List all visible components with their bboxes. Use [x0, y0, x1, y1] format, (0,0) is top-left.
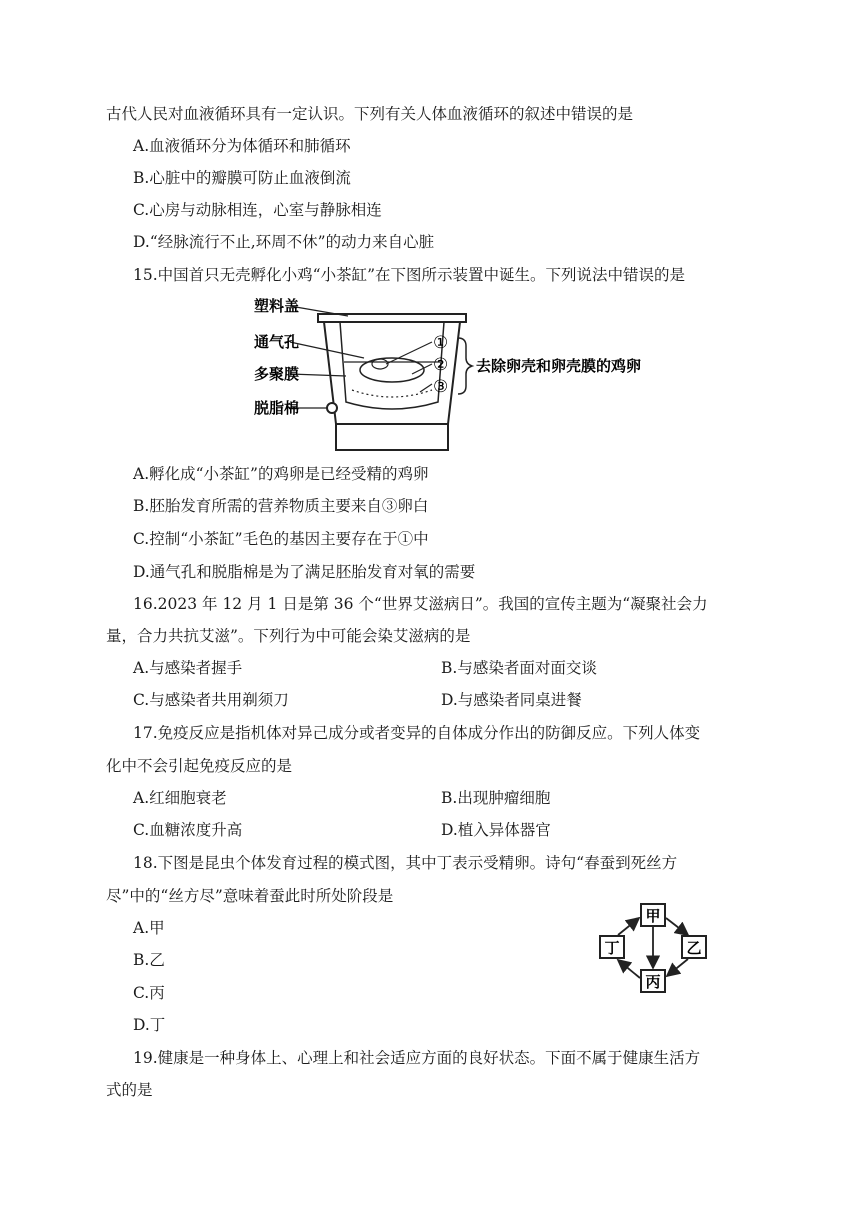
insect-lifecycle-diagram [594, 900, 714, 996]
q18-stem-1: 18.下图是昆虫个体发育过程的模式图，其中丁表示受精卵。诗句“春蚕到死丝方 [133, 854, 678, 872]
label-film: 多聚膜 [254, 365, 300, 383]
q15-stem: 15.中国首只无壳孵化小鸡“小茶缸”在下图所示装置中诞生。下列说法中错误的是 [133, 266, 686, 284]
stage-top: 甲 [645, 907, 661, 925]
brace [458, 338, 472, 394]
q16-option-a: A.与感染者握手 [133, 659, 243, 677]
q17-option-a: A.红细胞衰老 [133, 789, 227, 807]
mark-3: ③ [433, 377, 449, 397]
q17-stem-2: 化中不会引起免疫反应的是 [106, 757, 293, 775]
q18-option-d: D.丁 [133, 1016, 166, 1034]
q14-option-c: C.心房与动脉相连，心室与静脉相连 [133, 201, 382, 219]
q18-option-a: A.甲 [133, 919, 165, 937]
incubator-diagram [240, 292, 660, 454]
q17-option-b: B.出现肿瘤细胞 [441, 789, 551, 807]
q19-stem-2: 式的是 [106, 1081, 153, 1099]
label-lid: 塑料盖 [254, 297, 300, 315]
q18-option-c: C.丙 [133, 984, 165, 1002]
arrow-top-right [666, 918, 688, 935]
q15-option-d: D.通气孔和脱脂棉是为了满足胚胎发育对氧的需要 [133, 563, 476, 581]
arrow-left-top [618, 918, 639, 935]
q16-option-c: C.与感染者共用剃须刀 [133, 691, 289, 709]
q17-option-c: C.血糖浓度升高 [133, 821, 243, 839]
label-cotton: 脱脂棉 [254, 399, 300, 417]
q14-option-b: B.心脏中的瓣膜可防止血液倒流 [133, 169, 351, 187]
q14-stem: 古代人民对血液循环具有一定认识。下列有关人体血液循环的叙述中错误的是 [106, 105, 634, 123]
q18-option-b: B.乙 [133, 951, 165, 969]
q16-stem-2: 量，合力共抗艾滋”。下列行为中可能会染艾滋病的是 [106, 627, 471, 645]
q19-stem-1: 19.健康是一种身体上、心理上和社会适应方面的良好状态。下面不属于健康生活方 [133, 1049, 701, 1067]
q17-option-d: D.植入异体器官 [441, 821, 551, 839]
q18-stem-2: 尽”中的“丝方尽”意味着蚕此时所处阶段是 [106, 887, 394, 905]
mark-2: ② [433, 355, 449, 375]
q14-option-d: D.“经脉流行不止,环周不休”的动力来自心脏 [133, 233, 435, 251]
label-vent: 通气孔 [254, 333, 300, 351]
stage-right: 乙 [686, 939, 702, 957]
q17-stem-1: 17.免疫反应是指机体对异己成分或者变异的自体成分作出的防御反应。下列人体变 [133, 724, 701, 742]
stage-bottom: 丙 [645, 973, 661, 991]
q15-option-b: B.胚胎发育所需的营养物质主要来自③卵白 [133, 497, 429, 515]
q16-stem-1: 16.2023 年 12 月 1 日是第 36 个“世界艾滋病日”。我国的宣传主题为“凝聚社会力 [133, 595, 708, 613]
mark-1: ① [433, 333, 449, 353]
arrow-bottom-left [618, 960, 640, 978]
q16-option-b: B.与感染者面对面交谈 [441, 659, 597, 677]
q14-option-a: A.血液循环分为体循环和肺循环 [133, 137, 351, 155]
q16-option-d: D.与感染者同桌进餐 [441, 691, 582, 709]
arrow-right-bottom [667, 959, 688, 976]
q15-option-a: A.孵化成“小茶缸”的鸡卵是已经受精的鸡卵 [133, 465, 429, 483]
q15-option-c: C.控制“小茶缸”毛色的基因主要存在于①中 [133, 530, 429, 548]
brace-label: 去除卵壳和卵壳膜的鸡卵 [476, 357, 642, 375]
stage-left: 丁 [604, 939, 620, 957]
